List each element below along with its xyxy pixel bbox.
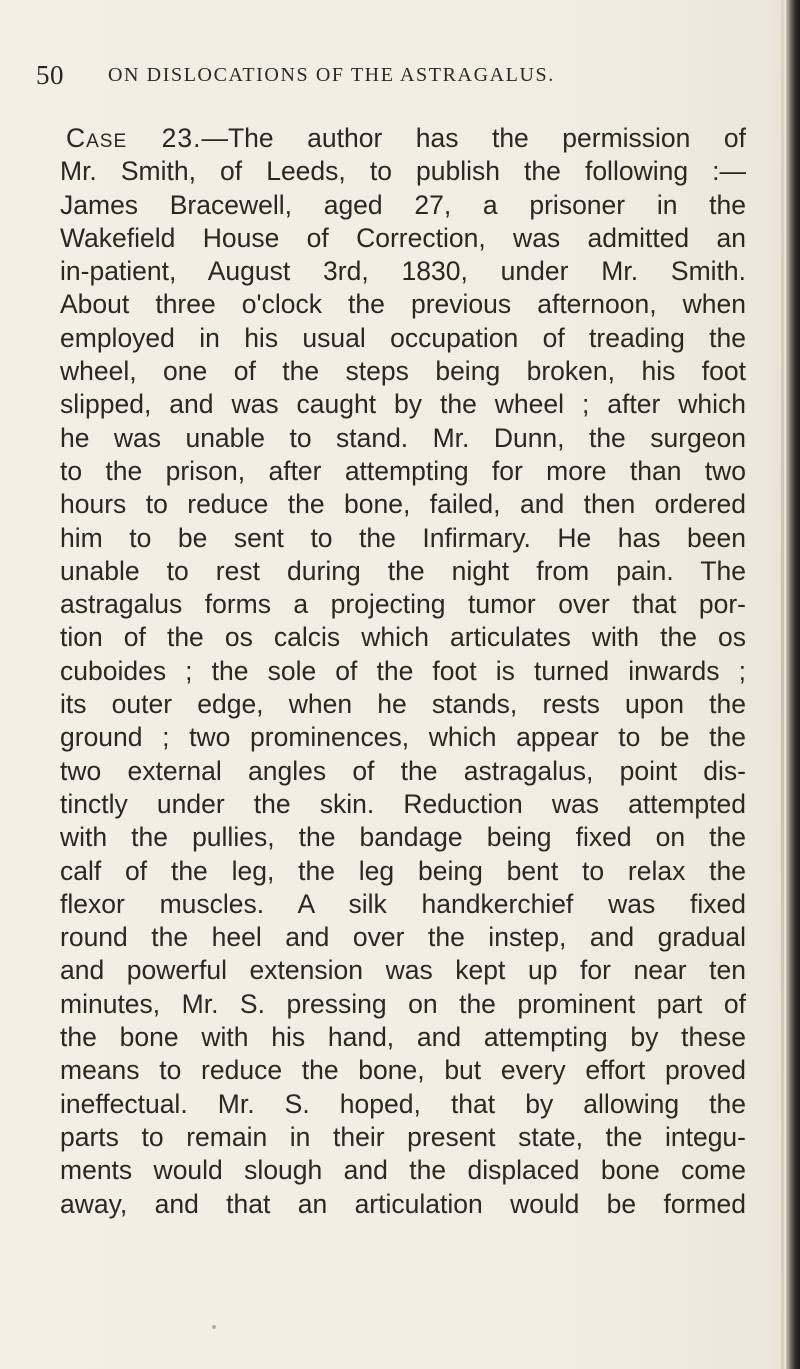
text-line: ments would slough and the displaced bone come	[60, 1155, 746, 1186]
paper-speck	[212, 1325, 216, 1329]
text-line: means to reduce the bone, but every effort proved	[60, 1055, 746, 1086]
text-line: and powerful extension was kept up for near ten	[60, 955, 746, 986]
page-fold-shadow	[781, 0, 784, 1369]
text-line: minutes, Mr. S. pressing on the prominent part of	[60, 988, 746, 1019]
text-line: astragalus forms a projecting tumor over that por-	[60, 589, 746, 620]
text-line: away, and that an articulation would be formed	[60, 1188, 746, 1219]
text-line: ground ; two prominences, which appear to be the	[60, 722, 746, 753]
text-line: wheel, one of the steps being broken, his foot	[60, 356, 746, 387]
text-line: tion of the os calcis which articulates with the os	[60, 622, 746, 653]
text-line: in-patient, August 3rd, 1830, under Mr. Smith.	[60, 256, 746, 287]
text-line: its outer edge, when he stands, rests upon the	[60, 689, 746, 720]
text-line: round the heel and over the instep, and gradual	[60, 922, 746, 953]
text-line: Mr. Smith, of Leeds, to publish the following :—	[60, 156, 746, 187]
binding-edge	[786, 0, 800, 1369]
text-line: unable to rest during the night from pain. The	[60, 555, 746, 586]
text-line: calf of the leg, the leg being bent to relax the	[60, 855, 746, 886]
text-line: parts to remain in their present state, the integu-	[60, 1121, 746, 1152]
running-title: ON DISLOCATIONS OF THE ASTRAGALUS.	[108, 64, 555, 86]
text-line: James Bracewell, aged 27, a prisoner in the	[60, 189, 746, 220]
text-line: with the pullies, the bandage being fixed on the	[60, 822, 746, 853]
text-line: tinctly under the skin. Reduction was attempted	[60, 788, 746, 819]
text-line: ineffectual. Mr. S. hoped, that by allowing the	[60, 1088, 746, 1119]
text-line: the bone with his hand, and attempting by these	[60, 1022, 746, 1053]
text-line: flexor muscles. A silk handkerchief was fixed	[60, 888, 746, 919]
text-line: Wakefield House of Correction, was admitted an	[60, 222, 746, 253]
text-line: slipped, and was caught by the wheel ; after which	[60, 389, 746, 420]
text-line: About three o'clock the previous afternoon, when	[60, 289, 746, 320]
running-head	[36, 60, 756, 90]
text-line: he was unable to stand. Mr. Dunn, the surgeon	[60, 422, 746, 453]
page-number: 50	[36, 60, 64, 90]
text-line: employed in his usual occupation of treading the	[60, 322, 746, 353]
text-line: to the prison, after attempting for more than two	[60, 455, 746, 486]
case-label: Case 23.	[66, 123, 202, 153]
case-paragraph	[60, 122, 746, 1221]
text-line-content: —The author has the permission of	[201, 123, 746, 153]
text-line: cuboides ; the sole of the foot is turned inwards ;	[60, 655, 746, 686]
text-line: him to be sent to the Infirmary. He has been	[60, 522, 746, 553]
text-line: hours to reduce the bone, failed, and then ordered	[60, 489, 746, 520]
text-line	[60, 122, 746, 155]
text-line: two external angles of the astragalus, point dis-	[60, 755, 746, 786]
